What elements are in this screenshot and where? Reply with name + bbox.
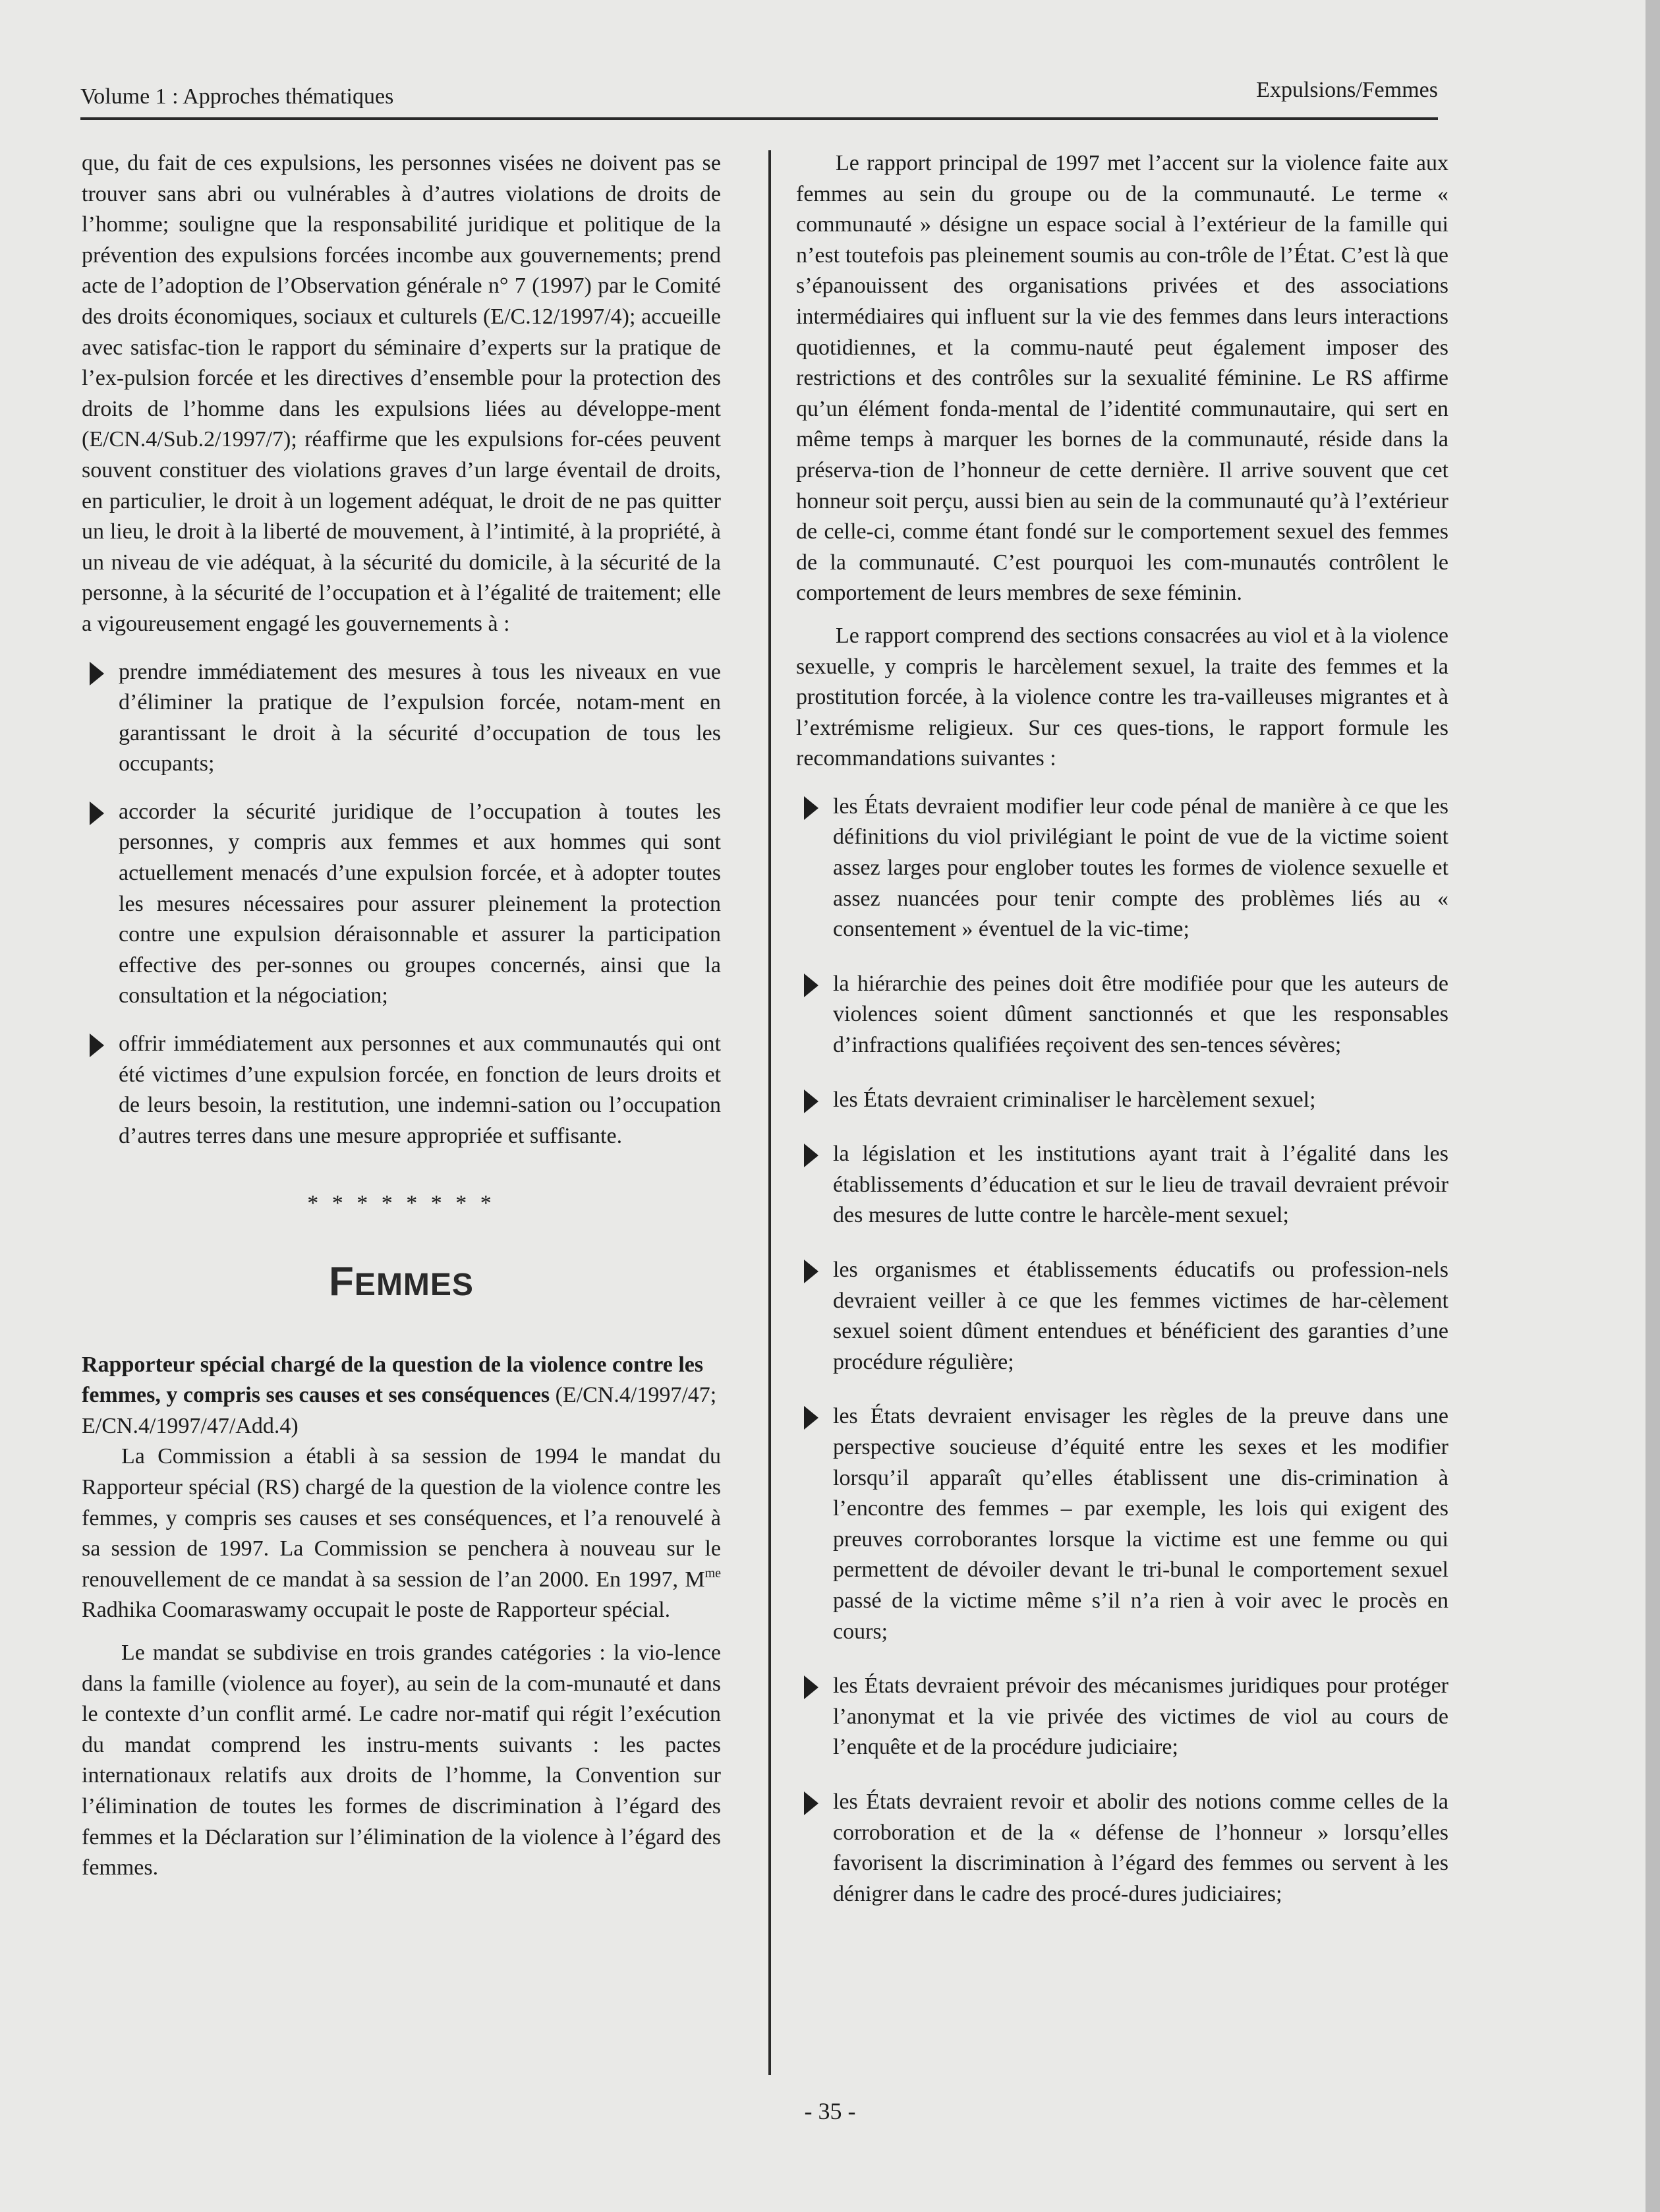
categories-paragraph: Le mandat se subdivise en trois grandes catégories : la vio-lence dans la famille (violence au foyer), au sein de la com-munauté et dans le contexte d’un conflit armé. Le cadre nor-matif qui régit l’exécution du mandat comprend les instru-ments suivants : les pactes internationaux relatifs aux droits de l’homme, la Convention sur l’élimination de toutes les formes de discrimination à l’égard des femmes et la Déclaration sur l’élimination de la violence à l’égard des femmes. [82, 1640, 721, 1880]
header-volume-title: Volume 1 : Approches thématiques [80, 84, 394, 109]
arrow-bullet-icon [804, 1260, 818, 1283]
list-item-text: les États devraient envisager les règles de la preuve dans une perspective soucieuse d’équité entre les sexes et les modifier lorsqu’il apparaît qu’elles établissent une dis-crimination à l’encontre des femmes – par exemple, les lois qui exigent des preuves corroborantes lorsque la victime est une femme ou qui permettent de dévoiler devant le tri-bunal le comportement sexuel passé de la victime même s’il n’a rien à voir avec le procès en cours; [833, 1404, 1448, 1644]
mandate-paragraph [82, 1441, 721, 1626]
list-item-text: les États devraient criminaliser le harcèlement sexuel; [833, 1087, 1316, 1112]
left-bullet-list [82, 657, 721, 1152]
list-item [796, 1401, 1448, 1647]
list-item [82, 657, 721, 780]
list-item [796, 1671, 1448, 1763]
left-column [82, 148, 721, 1884]
list-item-text: les États devraient modifier leur code pénal de manière à ce que les définitions du viol privilégiant le point de vue de la victime soient assez larges pour englober toutes les formes de violence sexuelle et assez nuancées pour tenir compte des problèmes liés au « consentement » éventuel de la vic-time; [833, 794, 1448, 942]
title-superscript: me [704, 1565, 721, 1581]
arrow-bullet-icon [804, 1406, 818, 1430]
list-item-text: accorder la sécurité juridique de l’occupation à toutes les personnes, y compris aux femmes et aux hommes qui sont actuellement menacés d’une expulsion forcée, et à adopter toutes les mesures nécessaires pour assurer pleinement la protection contre une expulsion déraisonnable et assurer la participation effective des per-sonnes ou groupes concernés, ainsi que la consultation et la négociation; [119, 799, 721, 1008]
report-paragraph: Le rapport principal de 1997 met l’accent sur la violence faite aux femmes au sein du groupe ou de la communauté. Le terme « communauté » désigne un espace social à l’extérieur de la famille qui n’est toutefois pas pleinement soumis au con-trôle de l’État. C’est là que s’épanouissent des organisations privées et des associations intermédiaires qui influent sur la vie des femmes dans leurs interactions quotidiennes, et la commu-nauté peut également imposer des restrictions et des contrôles sur la sexualité féminine. Le RS affirme qu’un élément fonda-mental de l’identité communautaire, qui sert en même temps à marquer les bornes de la communauté, réside dans la préserva-tion de l’honneur de cette dernière. Il arrive souvent que cet honneur soit perçu, aussi bien au sein de la communauté qu’à l’extérieur de celle-ci, comme étant fondé sur le comportement sexuel des femmes de la communauté. C’est pourquoi les com-munautés contrôlent le comportement de leurs membres de sexe féminin. [796, 151, 1448, 606]
arrow-bullet-icon [804, 1144, 818, 1167]
arrow-bullet-icon [804, 1090, 818, 1113]
list-item-text: les organismes et établissements éducatifs ou profession-nels devraient veiller à ce que les femmes victimes de har-cèlement sexuel soient dûment entendues et bénéficient des garanties d’une procédure régulière; [833, 1258, 1448, 1374]
recommendations-list [796, 792, 1448, 1909]
column-divider [768, 150, 771, 2075]
section-title [82, 1259, 721, 1304]
list-item-text: prendre immédiatement des mesures à tous les niveaux en vue d’éliminer la pratique de l’expulsion forcée, notam-ment en garantissant le droit à la sécurité d’occupation de tous les occupants; [119, 659, 721, 776]
running-header [80, 78, 1438, 120]
section-title-rest: EMMES [354, 1267, 474, 1302]
list-item [796, 1787, 1448, 1909]
header-section-title: Expulsions/Femmes [1256, 78, 1438, 102]
list-item [796, 792, 1448, 945]
list-item-text: les États devraient revoir et abolir des notions comme celles de la corroboration et de la « défense de l’honneur » lorsqu’elles favorisent la discrimination à l’égard des femmes ou servent à les dénigrer dans le cadre des procé-dures judiciaires; [833, 1789, 1448, 1906]
list-item-text: la législation et les institutions ayant trait à l’égalité dans les établissements d’éducation et sur le lieu de travail devraient prévoir des mesures de lutte contre le harcèle-ment sexuel; [833, 1142, 1448, 1228]
intro-paragraph: que, du fait de ces expulsions, les personnes visées ne doivent pas se trouver sans abri ou vulnérables à d’autres violations de droits de l’homme; souligne que la responsabilité juridique et politique de la prévention des expulsions forcées incombe aux gouvernements; prend acte de l’adoption de l’Observation générale n° 7 (1997) par le Comité des droits économiques, sociaux et culturels (E/C.12/1997/4); accueille avec satisfac-tion le rapport du séminaire d’experts sur la pratique de l’ex-pulsion forcée et les directives d’ensemble pour la protection des droits de l’homme dans les expulsions liées au développe-ment (E/CN.4/Sub.2/1997/7); réaffirme que les expulsions for-cées peuvent souvent constituer des violations graves d’un large éventail de droits, en particulier, le droit à un logement adéquat, le droit de ne pas quitter un lieu, le droit à la liberté de mouvement, à l’intimité, à la propriété, à un niveau de vie adéquat, à la sécurité du domicile, à la sécurité de la personne, à la sécurité de l’occupation et à l’égalité de traitement; elle a vigoureusement engagé les gouvernements à : [82, 151, 721, 636]
section-separator: * * * * * * * * [307, 1191, 496, 1216]
list-item [82, 1029, 721, 1151]
arrow-bullet-icon [804, 1675, 818, 1699]
mandate-text-a: La Commission a établi à sa session de 1994 le mandat du Rapporteur spécial (RS) chargé de la question de la violence contre les femmes, y compris ses causes et ses conséquences, et l’a renouvelé à sa session de 1997. La Commission se penchera à nouveau sur le renouvellement de ce mandat à sa session de l’an 2000. En 1997, M [82, 1444, 721, 1592]
arrow-bullet-icon [804, 974, 818, 997]
list-item [796, 1139, 1448, 1231]
arrow-bullet-icon [90, 1033, 104, 1057]
arrow-bullet-icon [804, 1791, 818, 1815]
arrow-bullet-icon [90, 801, 104, 825]
list-item [796, 1085, 1448, 1116]
list-item-text: offrir immédiatement aux personnes et aux communautés qui ont été victimes d’une expulsion forcée, en fonction de leurs droits et de leurs besoin, la restitution, une indemni-sation ou l’occupation d’autres terres dans une mesure appropriée et suffisante. [119, 1032, 721, 1148]
scan-edge [1646, 0, 1660, 2212]
list-item-text: la hiérarchie des peines doit être modifiée pour que les auteurs de violences soient dûment sanctionnés et que les responsables d’infractions qualifiées reçoivent des sen-tences sévères; [833, 971, 1448, 1058]
right-column [796, 148, 1448, 1909]
page-number: - 35 - [804, 2098, 856, 2124]
mandate-text-b: Radhika Coomaraswamy occupait le poste de Rapporteur spécial. [82, 1598, 671, 1623]
list-item [796, 969, 1448, 1061]
rapporteur-heading [82, 1350, 721, 1442]
section-title-initial: F [329, 1259, 355, 1304]
rapporteur-title: Rapporteur spécial chargé de la question de la violence contre les femmes, y compris ses causes et ses conséquences [82, 1352, 704, 1408]
sections-paragraph: Le rapport comprend des sections consacrées au viol et à la violence sexuelle, y compris le harcèlement sexuel, la traite des femmes et la prostitution forcée, à la violence contre les tra-vailleuses migrantes et à l’extrémisme religieux. Sur ces ques-tions, le rapport formule les recommandations suivantes : [796, 623, 1448, 771]
rapporteur-reference: (E/CN.4/1997/47; E/CN.4/1997/47/Add.4) [82, 1383, 717, 1438]
arrow-bullet-icon [804, 796, 818, 820]
list-item [796, 1255, 1448, 1378]
list-item-text: les États devraient prévoir des mécanismes juridiques pour protéger l’anonymat et la vie privée des victimes de viol au cours de l’enquête et de la procédure judiciaire; [833, 1674, 1448, 1760]
arrow-bullet-icon [90, 662, 104, 685]
list-item [82, 797, 721, 1012]
